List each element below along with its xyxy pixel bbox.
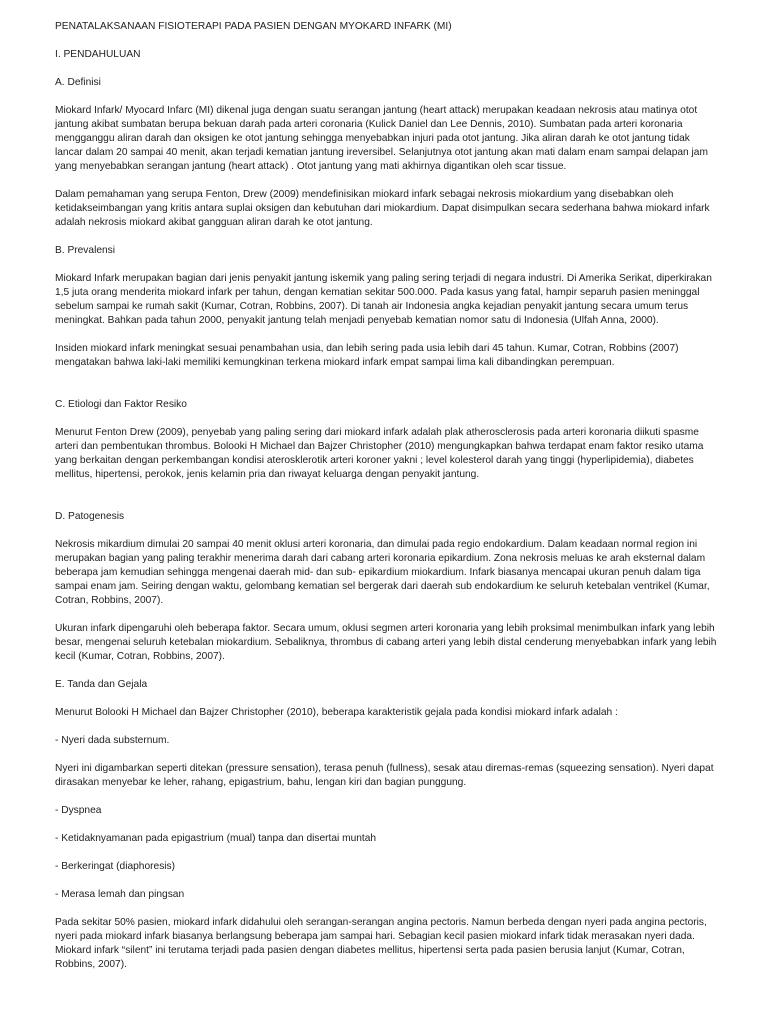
paragraph-prevalensi-2: Insiden miokard infark meningkat sesuai penambahan usia, dan lebih sering pada usia lebih dari 45 tahun. Kumar, Cotran, Robbins (2007) mengatakan bahwa laki-laki memiliki kemungkinan terkena miokard infark empat sampai lima kali dibandingkan perempuan. <box>55 343 679 368</box>
paragraph-prevalensi-1: Miokard Infark merupakan bagian dari jenis penyakit jantung iskemik yang paling sering terjadi di negara industri. Di Amerika Serikat, diperkirakan 1,5 juta orang menderita miokard infark per tahun, dengan kematian sekitar 500.000. Pada kasus yang fatal, hampir separuh pasien meninggal sebelum sampai ke rumah sakit (Kumar, Cotran, Robbins, 2007). Di tanah air Indonesia angka kejadian penyakit jantung secara umum terus meningkat. Bahkan pada tahun 2000, penyakit jantung telah menjadi penyebab kematian nomor satu di Indonesia (Ulfah Anna, 2000). <box>55 273 712 326</box>
heading-definisi: A. Definisi <box>55 77 101 88</box>
list-item-dyspnea: - Dyspnea <box>55 805 102 816</box>
list-item-epigastrium: - Ketidaknyamanan pada epigastrium (mual) tanpa dan disertai muntah <box>55 833 377 844</box>
heading-patogenesis: D. Patogenesis <box>55 511 125 522</box>
list-item-nyeri-dada: - Nyeri dada substernum. <box>55 735 170 746</box>
heading-pendahuluan: I. PENDAHULUAN <box>55 49 141 60</box>
paragraph-tanda-gejala-1: Menurut Bolooki H Michael dan Bajzer Christopher (2010), beberapa karakteristik gejala pada kondisi miokard infark adalah : <box>55 707 618 718</box>
paragraph-patogenesis-2: Ukuran infark dipengaruhi oleh beberapa faktor. Secara umum, oklusi segmen arteri koronaria yang lebih proksimal menimbulkan infark yang lebih besar, mengenai seluruh ketebalan miokardium. Sebaliknya, thrombus di cabang arteri yang lebih distal cenderung menyebabkan infark yang lebih kecil (Kumar, Cotran, Robbins, 2007). <box>55 623 717 662</box>
paragraph-tanda-gejala-3: Pada sekitar 50% pasien, miokard infark didahului oleh serangan-serangan angina pectoris. Namun berbeda dengan nyeri pada angina pectoris, nyeri pada miokard infark biasanya berlangsung beberapa jam sampai hari. Sebagian kecil pasien miokard infark tidak merasakan nyeri dada. Miokard infark “silent” ini terutama terjadi pada pasien dengan diabetes mellitus, hipertensi serta pada pasien berusia lanjut (Kumar, Cotran, Robbins, 2007). <box>55 917 707 970</box>
heading-tanda-gejala: E. Tanda dan Gejala <box>55 679 148 690</box>
heading-etiologi: C. Etiologi dan Faktor Resiko <box>55 399 187 410</box>
list-item-berkeringat: - Berkeringat (diaphoresis) <box>55 861 176 872</box>
paragraph-definisi-1: Miokard Infark/ Myocard Infarc (MI) dikenal juga dengan suatu serangan jantung (heart attack) merupakan keadaan nekrosis atau matinya otot jantung akibat sumbatan berupa bekuan darah pada arteri coronaria (Kulick Daniel dan Lee Dennis, 2010). Sumbatan pada arteri koronaria mengganggu aliran darah dan oksigen ke otot jantung sehingga menyebabkan injuri pada otot jantung. Jika aliran darah ke otot jantung tidak lancar dalam 20 sampai 40 menit, akan terjadi kematian jantung ireversibel. Selanjutnya otot jantung akan mati dalam enam sampai delapan jam yang menyebabkan serangan jantung (heart attack) . Otot jantung yang mati akhirnya digantikan oleh scar tissue. <box>55 105 708 172</box>
paragraph-patogenesis-1: Nekrosis mikardium dimulai 20 sampai 40 menit oklusi arteri koronaria, dan dimulai pada regio endokardium. Dalam keadaan normal region ini merupakan bagian yang paling terakhir menerima darah dari cabang arteri koronaria epikardium. Zona nekrosis meluas ke arah eksternal dalam beberapa jam kemudian sehingga mengenai daerah mid- dan sub- epikardium miokardium. Infark biasanya mencapai ukuran penuh dalam tiga sampai enam jam. Seiring dengan waktu, gelombang kematian sel bergerak dari daerah sub endokardium ke seluruh ketebalan ventrikel (Kumar, Cotran, Robbins, 2007). <box>55 539 710 606</box>
document-title: PENATALAKSANAAN FISIOTERAPI PADA PASIEN DENGAN MYOKARD INFARK (MI) <box>55 21 452 32</box>
paragraph-tanda-gejala-2: Nyeri ini digambarkan seperti ditekan (pressure sensation), terasa penuh (fullness), sesak atau diremas-remas (squeezing sensation). Nyeri dapat dirasakan menyebar ke leher, rahang, epigastrium, bahu, lengan kiri dan bagian punggung. <box>55 763 714 788</box>
paragraph-etiologi-1: Menurut Fenton Drew (2009), penyebab yang paling sering dari miokard infark adalah plak atherosclerosis pada arteri koronaria diikuti spasme arteri dan pembentukan thrombus. Bolooki H Michael dan Bajzer Christopher (2010) mengungkapkan bahwa terdapat enam faktor resiko utama yang berkaitan dengan perkembangan kondisi aterosklerotik arteri koroner yakni ; level kolesterol darah yang tinggi (hyperlipidemia), diabetes mellitus, hipertensi, perokok, jenis kelamin pria dan riwayat keluarga dengan penyakit jantung. <box>55 427 704 480</box>
list-item-lemah-pingsan: - Merasa lemah dan pingsan <box>55 889 185 900</box>
paragraph-definisi-2: Dalam pemahaman yang serupa Fenton, Drew (2009) mendefinisikan miokard infark sebagai nekrosis miokardium yang disebabkan oleh ketidakseimbangan yang kritis antara suplai oksigen dan kebutuhan dari miokardium. Dapat disimpulkan secara sederhana bahwa miokard infark adalah nekrosis miokard akibat gangguan aliran darah ke otot jantung. <box>55 189 710 228</box>
document-body <box>55 20 720 972</box>
heading-prevalensi: B. Prevalensi <box>55 245 116 256</box>
